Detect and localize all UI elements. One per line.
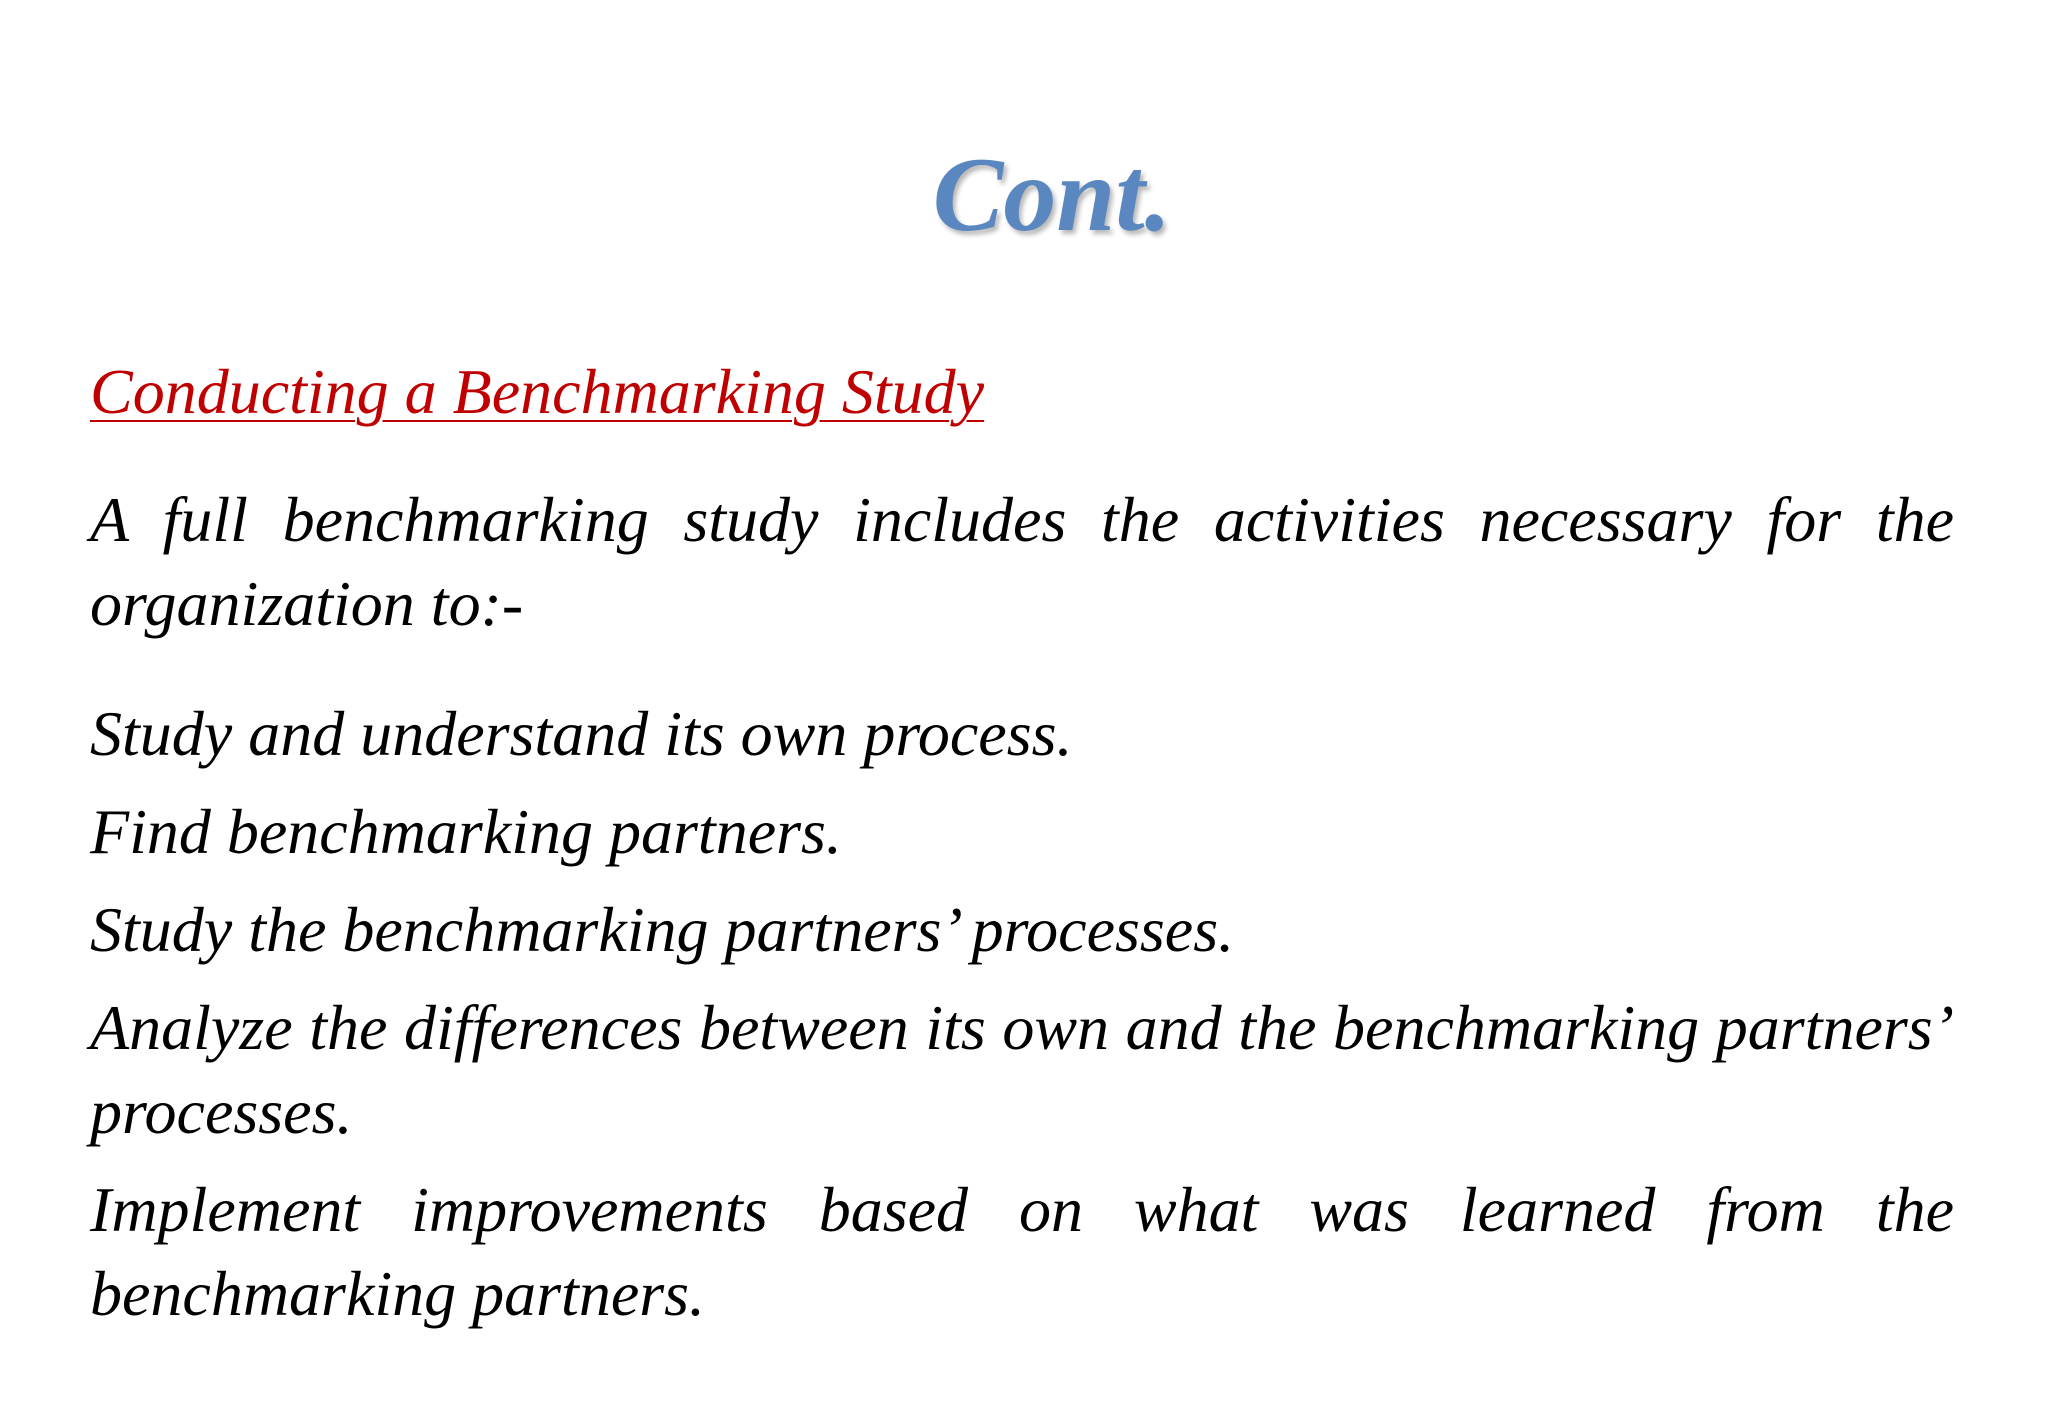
intro-paragraph: A full benchmarking study includes the activities necessary for the organization to:- bbox=[90, 484, 1954, 639]
section-heading: Conducting a Benchmarking Study bbox=[90, 356, 985, 427]
list-item: Find benchmarking partners. bbox=[90, 796, 842, 867]
slide-title: Cont. bbox=[932, 136, 1172, 253]
list-item: Study the benchmarking partners’ processes. bbox=[90, 894, 1235, 965]
list-item: Analyze the differences between its own and the benchmarking partners’ processes. bbox=[90, 992, 1954, 1147]
steps-list bbox=[90, 692, 1954, 1350]
list-item: Implement improvements based on what was learned from the benchmarking partners. bbox=[90, 1174, 1954, 1329]
list-item: Study and understand its own process. bbox=[90, 698, 1073, 769]
